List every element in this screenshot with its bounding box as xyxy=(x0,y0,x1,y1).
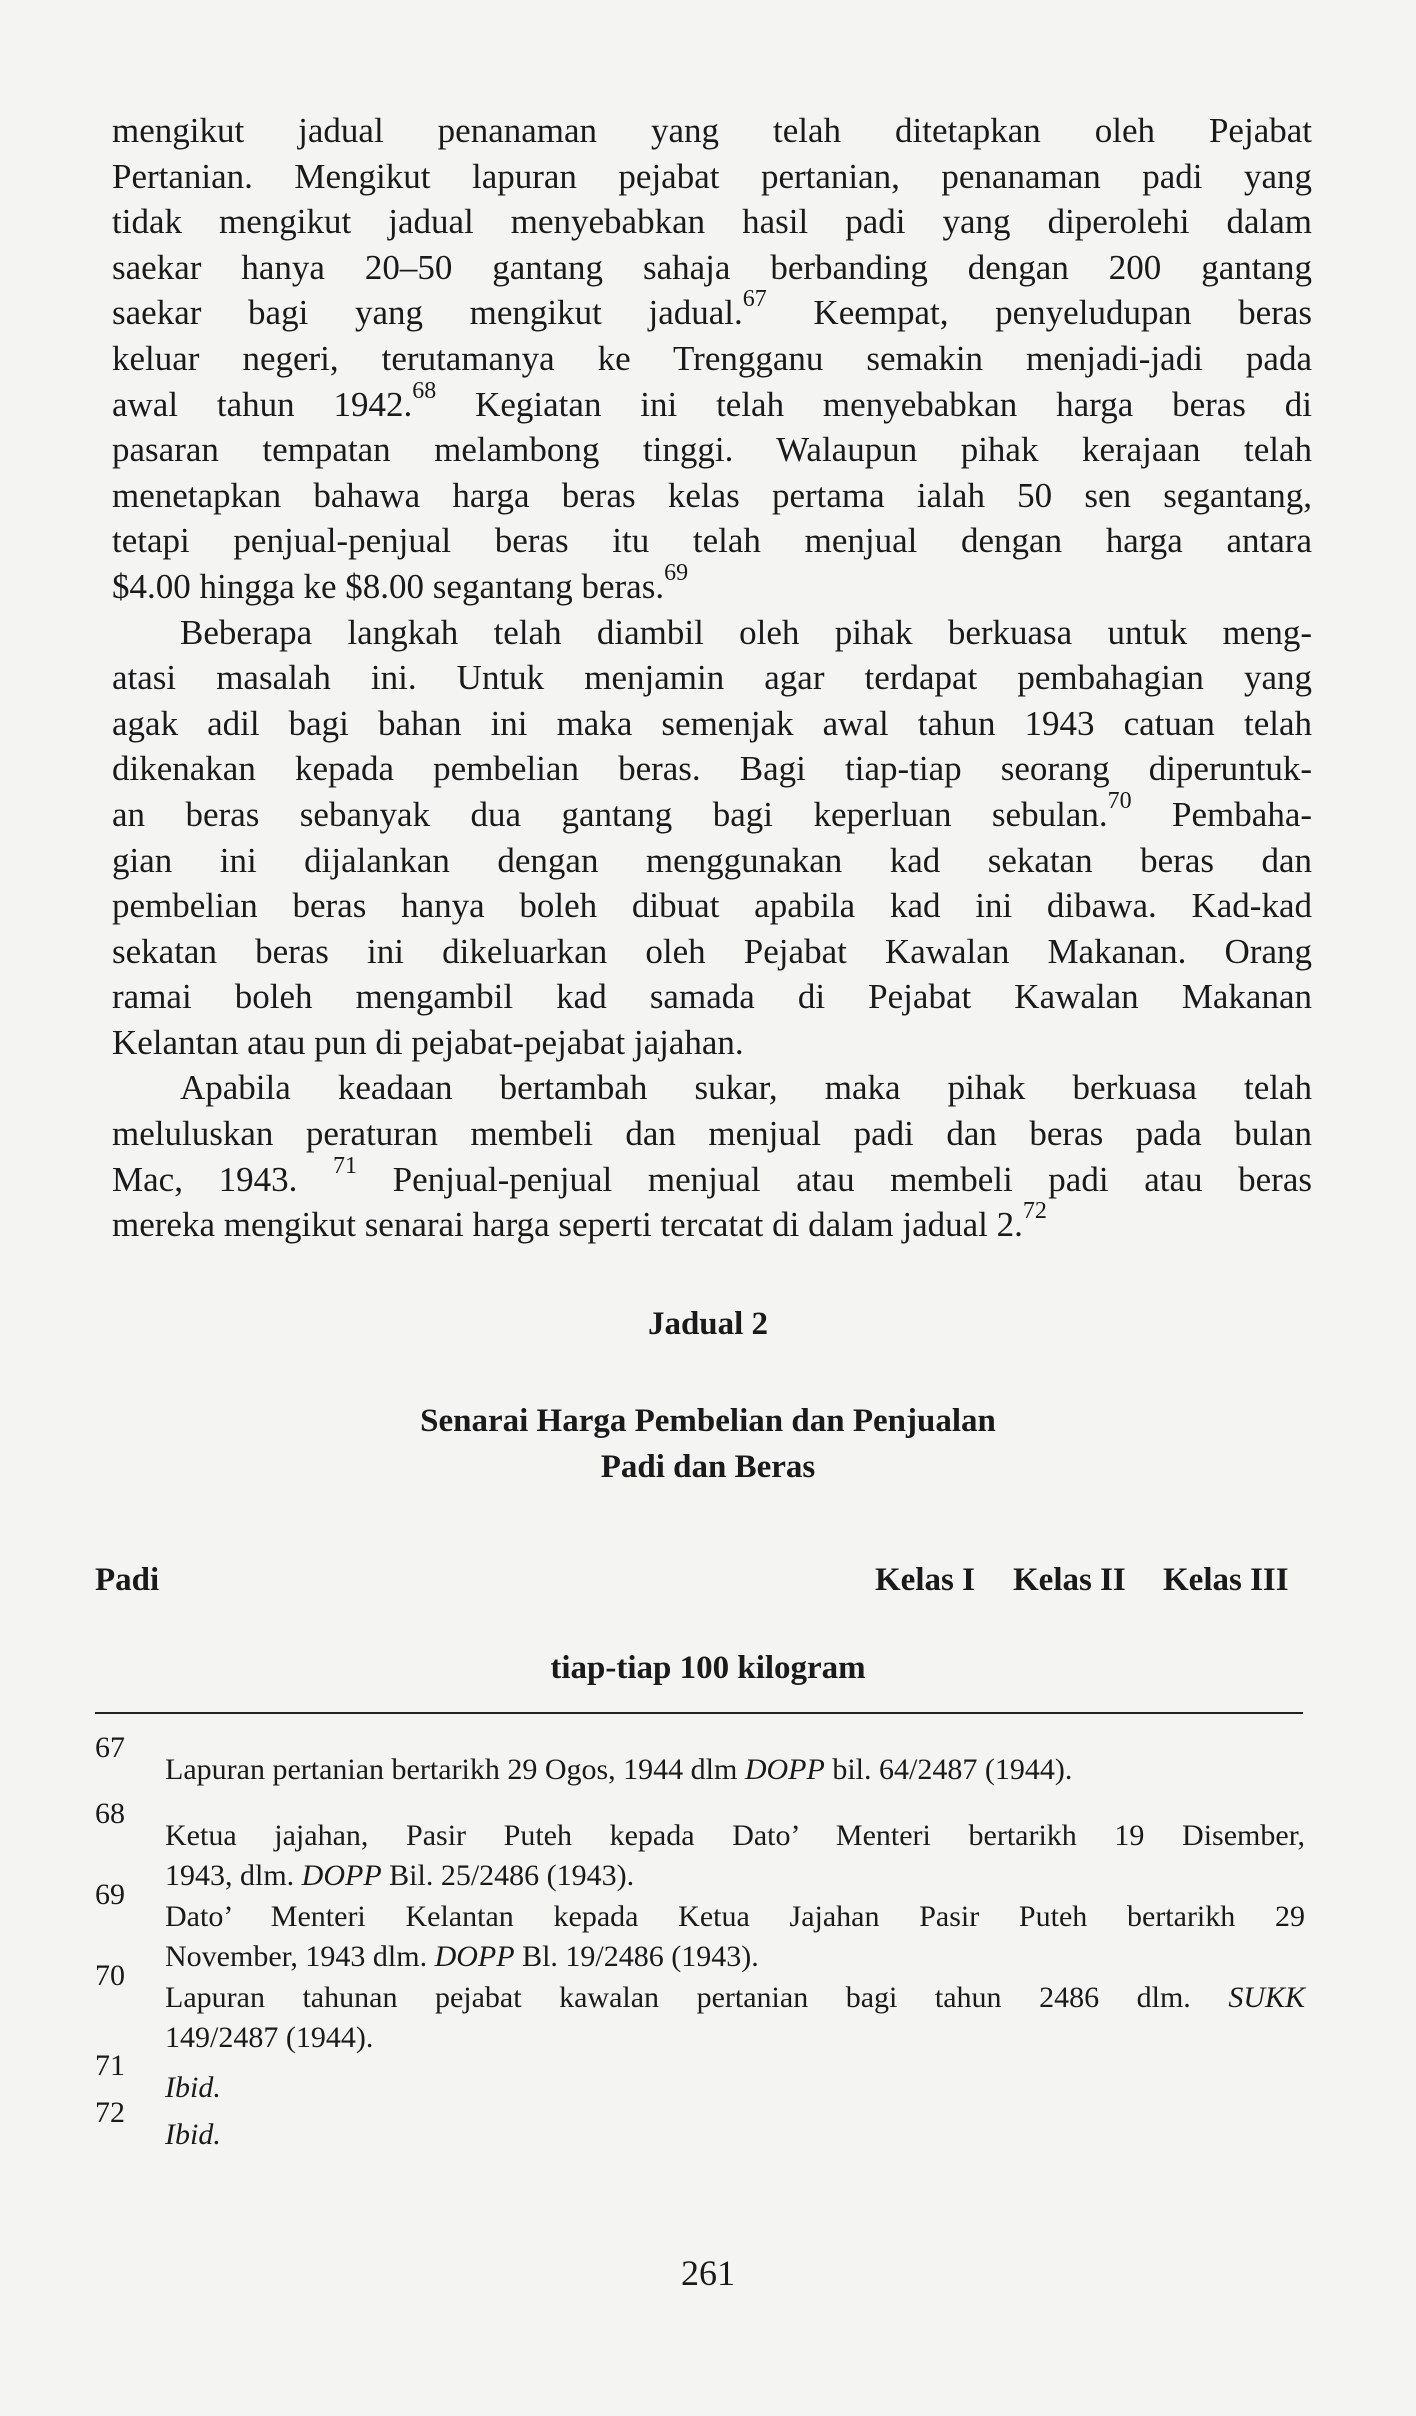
text-run: Bl. 19/2486 (1943). xyxy=(514,1940,759,1973)
text-run: gian ini dijalankan dengan menggunakan kad sekatan beras dan xyxy=(112,840,1312,880)
text-run: Pembaha- xyxy=(1131,794,1313,834)
footnote-divider xyxy=(95,1712,1303,1714)
footnote-text xyxy=(165,1816,1305,1896)
footnote-line xyxy=(165,1937,1305,1977)
footnote-line xyxy=(165,2115,1305,2155)
footnote-line xyxy=(165,1816,1305,1856)
italic-text: DOPP xyxy=(301,1859,382,1892)
text-run: pembelian beras hanya boleh dibuat apabila kad ini dibawa. Kad-kad xyxy=(112,886,1312,926)
italic-text: SUKK xyxy=(1228,1981,1305,2014)
text-line xyxy=(112,377,1312,428)
text-run: Apabila keadaan bertambah sukar, maka pihak berkuasa telah xyxy=(180,1068,1312,1108)
footnote xyxy=(95,2096,1305,2155)
text-line xyxy=(112,473,1312,519)
text-line xyxy=(112,838,1312,884)
text-line xyxy=(112,929,1312,975)
text-run: saekar bagi yang mengikut jadual. xyxy=(112,293,743,333)
footnote-ref: 70 xyxy=(1107,787,1132,814)
text-run: dikenakan kepada pembelian beras. Bagi tiap-tiap seorang diperuntuk- xyxy=(112,749,1312,789)
table-label: Jadual 2 xyxy=(647,1306,769,1342)
text-run: bil. 64/2487 (1944). xyxy=(824,1753,1073,1786)
text-line xyxy=(112,701,1312,747)
text-run: Kegiatan ini telah menyebabkan harga beras di xyxy=(436,384,1312,424)
text-line xyxy=(112,154,1312,200)
text-line xyxy=(112,1111,1312,1157)
body-text xyxy=(112,108,1312,1248)
footnote-text xyxy=(165,1978,1305,2058)
footnote-number: 71 xyxy=(95,2049,125,2082)
text-run: Kelantan atau pun di pejabat-pejabat jajahan. xyxy=(112,1022,744,1062)
text-line xyxy=(112,1065,1312,1111)
footnote-ref: 67 xyxy=(742,286,767,313)
text-line xyxy=(112,286,1312,336)
footnote-ref: 71 xyxy=(332,1152,357,1179)
footnote-ref: 69 xyxy=(664,559,689,586)
text-run: 149/2487 (1944). xyxy=(165,2021,374,2054)
text-run: saekar hanya 20–50 gantang sahaja berbanding dengan 200 gantang xyxy=(112,247,1312,287)
text-line xyxy=(112,787,1313,838)
text-run: Pertanian. Mengikut lapuran pejabat pertanian, penanaman padi yang xyxy=(112,156,1312,196)
footnote-number: 68 xyxy=(95,1797,125,1830)
footnote xyxy=(95,2049,1305,2108)
row-label: Padi xyxy=(95,1562,160,1598)
table-title-line1: Senarai Harga Pembelian dan Penjualan xyxy=(420,1403,996,1439)
text-line xyxy=(112,610,1312,656)
text-line xyxy=(112,559,1312,610)
footnote-text xyxy=(165,2068,1305,2108)
footnote-line xyxy=(165,1978,1305,2018)
footnote-text xyxy=(165,1750,1305,1790)
text-run: Beberapa langkah telah diambil oleh pihak berkuasa untuk meng- xyxy=(180,612,1312,652)
text-line xyxy=(112,199,1312,245)
footnote xyxy=(95,1878,1305,1977)
page-number: 261 xyxy=(681,2253,735,2293)
footnote-number: 69 xyxy=(95,1878,125,1911)
text-run: Mac, 1943. xyxy=(112,1159,333,1199)
italic-text: DOPP xyxy=(434,1940,515,1973)
text-line xyxy=(112,746,1312,792)
table-title-line2: Padi dan Beras xyxy=(600,1449,816,1485)
text-run: Ketua jajahan, Pasir Puteh kepada Dato’ Menteri bertarikh 19 Disember, xyxy=(165,1819,1305,1852)
footnote-ref: 72 xyxy=(1022,1198,1047,1225)
text-line xyxy=(112,427,1312,473)
text-run: atasi masalah ini. Untuk menjamin agar terdapat pembahagian yang xyxy=(112,658,1312,698)
italic-text: DOPP xyxy=(744,1753,825,1786)
footnote xyxy=(95,1959,1305,2058)
text-line xyxy=(112,1152,1312,1203)
paragraph xyxy=(112,108,1312,610)
text-run: meluluskan peraturan membeli dan menjual padi dan beras pada bulan xyxy=(112,1114,1312,1154)
text-run: Lapuran tahunan pejabat kawalan pertanian bagi tahun 2486 dlm. xyxy=(165,1981,1229,2014)
footnote-line xyxy=(165,1856,1305,1896)
text-run: Penjual-penjual menjual atau membeli padi atau beras xyxy=(356,1159,1312,1199)
footnote-line xyxy=(165,1897,1305,1937)
paragraph xyxy=(112,1065,1312,1247)
text-line xyxy=(112,883,1312,929)
column-header: Kelas I xyxy=(875,1562,975,1598)
text-line xyxy=(112,518,1312,564)
column-header: Kelas III xyxy=(1163,1562,1289,1598)
text-run: menetapkan bahawa harga beras kelas pertama ialah 50 sen segantang, xyxy=(112,475,1312,515)
text-run: Keempat, penyeludupan beras xyxy=(766,293,1312,333)
footnote-line xyxy=(165,2018,1305,2058)
text-run: sekatan beras ini dikeluarkan oleh Pejabat Kawalan Makanan. Orang xyxy=(112,931,1312,971)
text-run: pasaran tempatan melambong tinggi. Walaupun pihak kerajaan telah xyxy=(112,430,1312,470)
text-line xyxy=(112,336,1312,382)
text-run: mengikut jadual penanaman yang telah ditetapkan oleh Pejabat xyxy=(112,111,1312,150)
table-unit: tiap-tiap 100 kilogram xyxy=(550,1650,866,1686)
footnote-number: 67 xyxy=(95,1731,125,1764)
text-run: $4.00 hingga ke $8.00 segantang beras. xyxy=(112,566,665,606)
text-run: Dato’ Menteri Kelantan kepada Ketua Jajahan Pasir Puteh bertarikh 29 xyxy=(165,1900,1305,1933)
text-run: agak adil bagi bahan ini maka semenjak awal tahun 1943 catuan telah xyxy=(112,703,1312,743)
text-run: Lapuran pertanian bertarikh 29 Ogos, 1944 dlm xyxy=(165,1753,745,1786)
text-line xyxy=(112,1198,1312,1248)
text-run: mereka mengikut senarai harga seperti tercatat di dalam jadual 2. xyxy=(112,1205,1023,1245)
footnote-line xyxy=(165,2068,1305,2108)
text-run: 1943, dlm. xyxy=(165,1859,302,1892)
text-line xyxy=(112,655,1312,701)
footnote-text xyxy=(165,1897,1305,1977)
footnote-line xyxy=(165,1750,1305,1790)
footnote-ref: 68 xyxy=(412,377,437,404)
text-run: November, 1943 dlm. xyxy=(165,1940,435,1973)
text-run: tetapi penjual-penjual beras itu telah menjual dengan harga antara xyxy=(112,521,1312,561)
text-run: an beras sebanyak dua gantang bagi keperluan sebulan. xyxy=(112,794,1108,834)
text-run: keluar negeri, terutamanya ke Trengganu semakin menjadi-jadi pada xyxy=(112,338,1312,378)
column-header: Kelas II xyxy=(1013,1562,1126,1598)
italic-text: Ibid. xyxy=(165,2071,221,2104)
text-run: Bil. 25/2486 (1943). xyxy=(381,1859,635,1892)
footnote-text xyxy=(165,2115,1305,2155)
text-run: tidak mengikut jadual menyebabkan hasil padi yang diperolehi dalam xyxy=(112,202,1312,242)
italic-text: Ibid. xyxy=(165,2118,221,2151)
text-line xyxy=(112,1020,1312,1066)
footnote-number: 70 xyxy=(95,1959,125,1992)
text-run: awal tahun 1942. xyxy=(112,384,413,424)
text-line xyxy=(112,974,1312,1020)
footnote-number: 72 xyxy=(95,2096,125,2129)
footnote xyxy=(95,1731,1305,1790)
text-line xyxy=(112,245,1312,291)
text-line xyxy=(112,108,1312,154)
paragraph xyxy=(112,610,1312,1066)
footnote xyxy=(95,1797,1305,1896)
text-run: ramai boleh mengambil kad samada di Pejabat Kawalan Makanan xyxy=(112,977,1312,1017)
